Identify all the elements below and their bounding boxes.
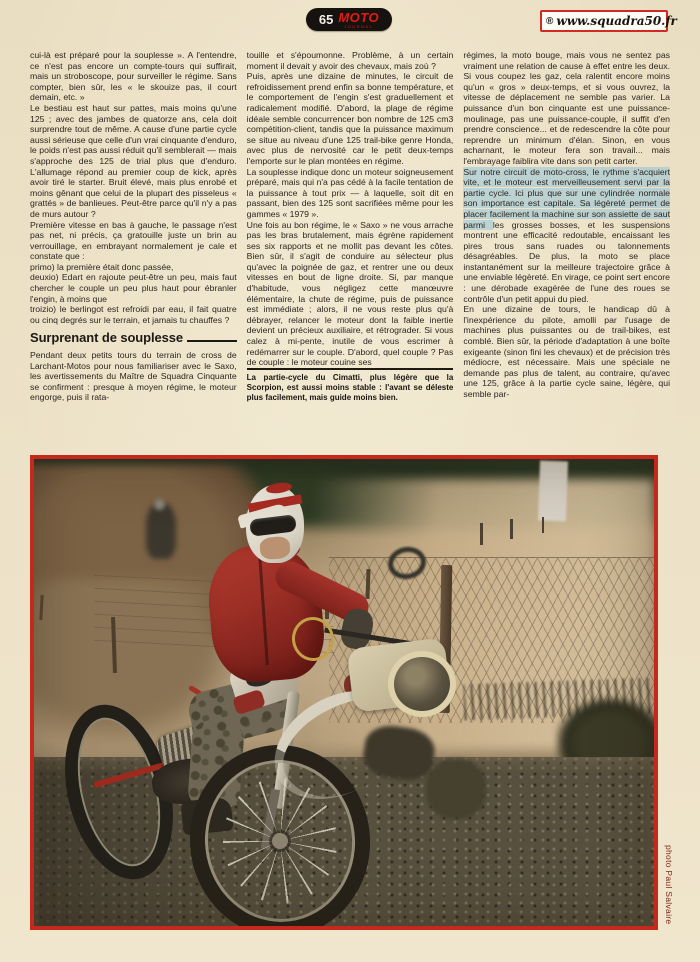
paragraph <box>463 167 670 305</box>
column-1 <box>30 50 237 403</box>
paragraph: Première vitesse en bas à gauche, le passage n'est pas net, ni précis, ça gratouille juste un brin au verrouillage, en embrayant normalement je cale et constate que : <box>30 219 237 262</box>
paragraph: Pendant deux petits tours du terrain de cross de Larchant-Motos pour nous familiariser avec le Saxo, les avertissements du Maître de Squadra Cinquante se confirment : presque à moyen régime, le moteur engorge, puis il rata- <box>30 350 237 403</box>
paragraph-text: les grosses bosses, et les suspensions montrent une efficacité redoutable, encaissant les pires trous sans ruades ou talonnements désagréables. De plus, la moto se place instantanément sur la meilleure trajectoire grâce à une enviable légèreté. En virage, ce point sert encore : une dérobade exagérée de l'une des roues se contrôle d'un petit appui du pied. <box>463 219 671 304</box>
section-heading: Surprenant de souplesse <box>30 330 184 346</box>
page-number: 65 <box>318 12 334 27</box>
moto-journal-logo <box>338 11 379 29</box>
column-2 <box>247 50 454 403</box>
photo-caption: La partie-cycle du Cimatti, plus légère que la Scorpion, est aussi moins stable : l'avant se déleste plus facilement, mais guide moins bien. <box>247 368 454 403</box>
magazine-subtitle: JOURNAL <box>344 23 374 29</box>
section-heading-row <box>30 330 237 346</box>
paragraph: régimes, la moto bouge, mais vous ne sentez pas vraiment une relation de cause à effet entre les deux. Si vous coupez les gaz, cela ralentit encore moins qu'un « gros » deux-temps, et si vous ouvrez, la vitesse de déplacement ne semble pas varier. La puissance d'un bon cinquante est une puissance-moulinage, pas une puissance-couple, il suffit d'en prendre conscience... et de redescendre la côte pour reprendre un minimum d'élan. Sinon, en vous acharnant, le moteur fera son travail... mais l'embrayage faiblira vite dans son petit carter. <box>463 50 671 166</box>
paragraph: cui-là est préparé pour la souplesse ». A l'entendre, ce n'est pas encore un compte-tours qui suffirait, mais un stroboscope, pour surveiller le régime. Sans compter, bien sûr, les « le skouize pas, il court demain, etc. » <box>30 50 237 103</box>
registered-icon: ® <box>546 15 554 27</box>
paragraph: La souplesse indique donc un moteur soigneusement préparé, mais qui n'a pas cédé à la facile tentation de la puissance à tout prix — à laquelle, soit dit en passant, bien des 125 sont sacrifiées même pour les gammes « 1979 ». <box>246 166 454 219</box>
column-3 <box>463 50 670 403</box>
paragraph: primo) la première était donc passée, <box>30 261 174 272</box>
paragraph: deuxio) Edart en rajoute peut-être un peu, mais faut chercher le couple un peu plus haut pour ébranler l'engin, à moins que <box>30 272 237 304</box>
photo-credit: photo Paul Salvaire <box>664 845 674 925</box>
page-number-badge <box>306 8 392 31</box>
paragraph: Le bestiau est haut sur pattes, mais moins qu'une 125 ; avec des jambes de quatorze ans, cela doit surprendre tout de même. A cause d'une partie cycle aussi sérieuse que celle d'un vrai cinquante d'enduro, le poids n'est pas aussi réduit qu'il semblerait — mais s'approche des 125 de trial plus que d'enduro. L'allumage répond au premier coup de kick, après avoir tiré le starter. Bruit élevé, mais plus enrobé et moins gênant que celui de la plupart des pisseleus « grattés » de banlieues. Peut-être parce qu'il n'y a pas de murs autour ? <box>30 102 237 219</box>
paragraph: Une fois au bon régime, le « Saxo » ne vous arrache pas les bras brutalement, mais égrène rapidement ses six rapports et ne mollit pas devant les côtes. Bien sûr, il s'agit de conduire au sélecteur plus qu'avec la poignée de gaz, et rentrer une ou deux vitesses en bout de ligne droite. Si, par manque d'habitude, vous négligez cette manœuvre élémentaire, la chute de régime, puis de puissance est immédiate ; alors, il ne vous reste plus qu'à débrayer, relancer le moteur dont la faible inertie devient un précieux auxiliaire, et rétrograder. Si vous calez à mi-pente, inutile de vous escrimer à redémarrer sur le couple. D'abord, quel couple ? Pas de couple : le moteur couine ses <box>246 219 454 368</box>
paragraph: En une dizaine de tours, le handicap dû à l'inexpérience du pilote, amolli par l'usage de machines plus puissantes ou de trail-bikes, est comblé. Bien sûr, la période d'adaptation à une boîte exigeante (sinon fini les chevaux) et de précision très médiocre, est nécessaire. Mais une spéciale ne demande pas plus de talent, au contraire, qu'avec une 125, grâce à la partie cycle saine, légère, qui semble par- <box>463 304 671 399</box>
paragraph: touille et s'époumonne. Problème, à un certain moment il devait y avoir des chevaux, mais zoù ? <box>246 50 454 71</box>
article-body <box>30 50 670 403</box>
magazine-title: MOTO <box>338 9 380 25</box>
motocross-photo <box>30 455 658 930</box>
highlighted-text: Sur notre circuit de moto-cross, le rythme s'acquiert vite, et le moteur est merveilleusement servi par la partie cycle. Ici plus que sur une cylindrée normale son importance est capitale. Sa légèreté permet de placer facilement la machine sur son assiette de saut parmi <box>463 166 671 230</box>
photo-vignette <box>34 459 654 926</box>
watermark-url-box <box>540 10 677 32</box>
heading-rule <box>187 340 237 342</box>
paragraph: troizio) le berlingot est refroidi par eau, il fait quatre ou cinq degrés sur le terrain, et jamais tu chauffes ? <box>30 304 237 325</box>
paragraph: Puis, après une dizaine de minutes, le circuit de refroidissement prend enfin sa bonne température, et le comportement de l'engin s'est graduellement et radicalement modifié. D'abord, la plage de régime idéale semble concurrencer bon nombre de 125 cm3 compétition-client, tandis que la puissance maximum se situe au niveau d'une 125 trail-bike genre Honda, avec plus de nervosité car le petit deux-temps l'emporte sur le plan montées en régime. <box>246 71 454 166</box>
watermark-url: www.squadra50.fr <box>556 14 677 28</box>
